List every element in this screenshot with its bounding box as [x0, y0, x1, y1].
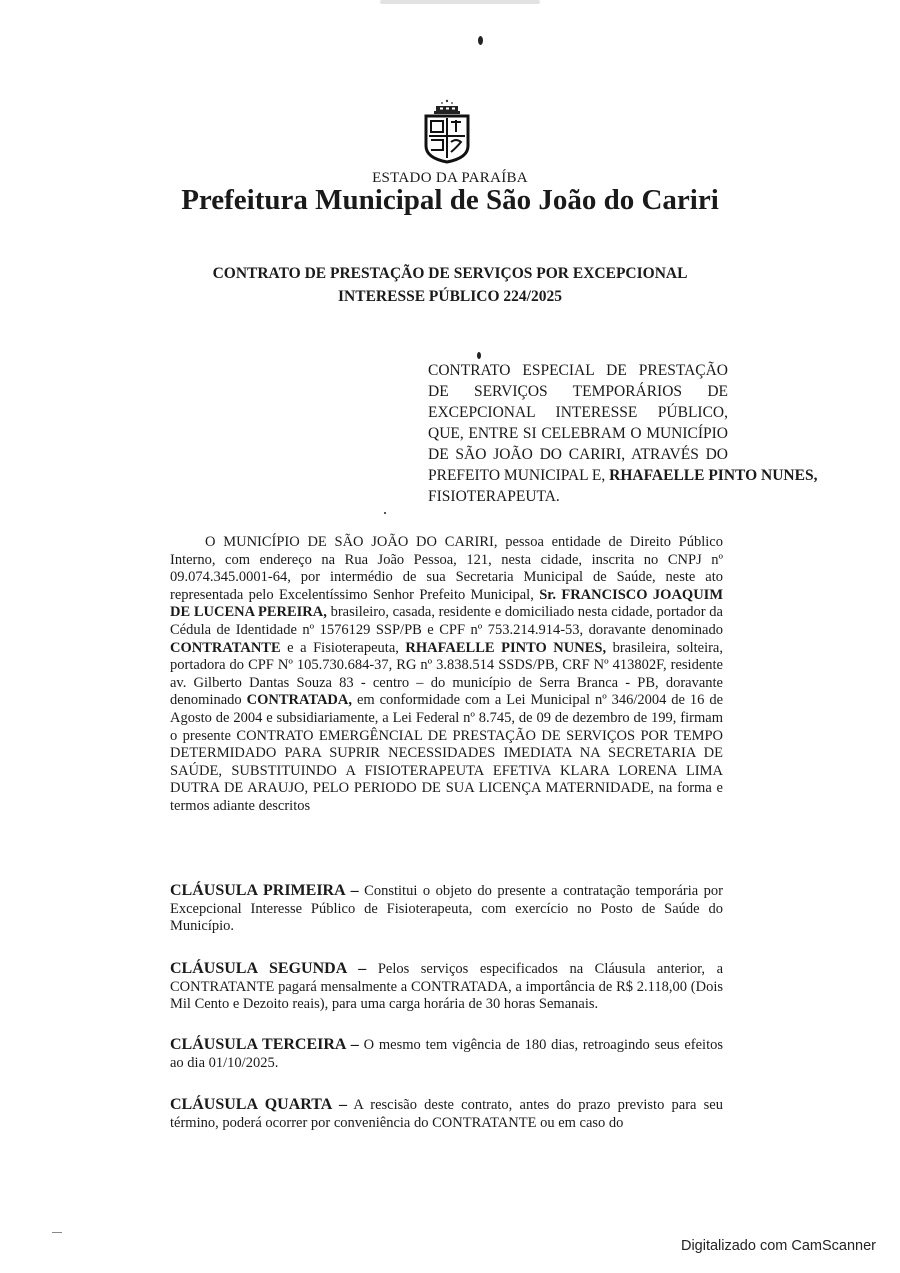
intro-text: O MUNICÍPIO DE SÃO JOÃO DO CARIRI, pessoa entidade de Direito Público Interno, com endereço na Rua João Pessoa, 121, nesta cidade, inscrita no CNPJ nº 09.074.345.0001-64, por intermédio de sua Secretaria Municipal de Saúde, neste ato representada pelo Excelentíssimo Senhor Prefeito Municipal,: [170, 534, 723, 603]
clause-label: CLÁUSULA QUARTA –: [170, 1096, 347, 1113]
contract-title-line-2: INTERESSE PÚBLICO 224/2025: [338, 288, 562, 305]
clause-first: [170, 882, 723, 936]
ink-speck: [478, 36, 483, 45]
margin-mark: [52, 1232, 62, 1233]
clause-label: CLÁUSULA PRIMEIRA –: [170, 882, 359, 899]
scan-edge-mark: [380, 0, 540, 4]
contractor-name: RHAFAELLE PINTO NUNES,: [405, 639, 607, 656]
summary-line: [428, 465, 818, 486]
clause-fourth: [170, 1096, 723, 1132]
contract-summary: [428, 360, 818, 507]
city-hall-title: Prefeitura Municipal de São João do Cariri: [181, 184, 719, 216]
intro-text: brasileira, solteira, portadora do CPF Nº 105.730.684-37, RG nº 3.838.514 SSDS/PB, CRF Nº 413802F, residente av. Gilberto Dantas Souza 83 - centro – do município de Serra Branca - PB, doravante denominado: [170, 639, 723, 709]
summary-line: QUE, ENTRE SI CELEBRAM O MUNICÍPIO: [428, 425, 728, 442]
contract-title: [150, 262, 750, 308]
contratada-label: CONTRATADA,: [246, 692, 353, 709]
summary-line: DE SÃO JOÃO DO CARIRI, ATRAVÉS DO: [428, 446, 728, 463]
summary-line: FISIOTERAPEUTA.: [428, 488, 560, 505]
intro-text: brasileiro, casada, residente e domiciliado nesta cidade, portador da Cédula de Identidade nº 1576129 SSP/PB e CPF nº 753.214.914-53, doravante denominado: [170, 604, 723, 638]
ink-speck: [384, 512, 386, 514]
intro-text: e a Fisioterapeuta,: [287, 639, 399, 656]
clause-text: O mesmo tem vigência de 180 dias, retroagindo seus efeitos ao dia 01/10/2025.: [170, 1037, 724, 1071]
clause-label: CLÁUSULA SEGUNDA –: [170, 960, 367, 977]
contract-title-line-1: CONTRATO DE PRESTAÇÃO DE SERVIÇOS POR EXCEPCIONAL: [212, 265, 688, 282]
summary-contractor-name: RHAFAELLE PINTO NUNES,: [609, 467, 818, 484]
summary-line: DE SERVIÇOS TEMPORÁRIOS DE: [428, 383, 728, 400]
summary-line: EXCEPCIONAL INTERESSE PÚBLICO,: [428, 404, 728, 421]
clause-text: A rescisão deste contrato, antes do prazo previsto para seu término, poderá ocorrer por conveniência do CONTRATANTE ou em caso do: [170, 1097, 723, 1131]
intro-text: em conformidade com a Lei Municipal nº 346/2004 de 16 de Agosto de 2004 e subsidiariamente, a Lei Federal nº 8.745, de 09 de dezembro de 199, firmam o presente CONTRATO EMERGÊNCIAL DE PRESTAÇÃO DE SERVIÇOS POR TEMPO DETERMIDADO PARA SUPRIR NECESSIDADES IMEDIATA NA SECRETARIA DE SAÚDE, SUBSTITUINDO A FISIOTERAPEUTA EFETIVA KLARA LORENA LIMA DUTRA DE ARAUJO, PELO PERIODO DE SUA LICENÇA MATERNIDADE, na forma e termos adiante descritos: [170, 692, 724, 814]
coat-of-arms-icon: [420, 98, 474, 164]
clause-label: CLÁUSULA TERCEIRA –: [170, 1036, 359, 1053]
summary-line-text: PREFEITO MUNICIPAL E,: [428, 467, 606, 484]
state-name: ESTADO DA PARAÍBA: [372, 170, 528, 186]
ink-speck: [477, 352, 481, 359]
intro-paragraph: [170, 534, 723, 816]
summary-line: CONTRATO ESPECIAL DE PRESTAÇÃO: [428, 362, 728, 379]
scanner-watermark: Digitalizado com CamScanner: [680, 1238, 876, 1254]
clause-text: Constitui o objeto do presente a contratação temporária por Excepcional Interesse Público de Fisioterapeuta, com exercício no Posto de Saúde do Município.: [170, 883, 724, 935]
clause-text: Pelos serviços especificados na Cláusula anterior, a CONTRATANTE pagará mensalmente a CONTRATADA, a importância de R$ 2.118,00 (Dois Mil Cento e Dezoito reais), para uma carga horária de 30 horas Semanais.: [170, 961, 724, 1013]
mayor-name: Sr. FRANCISCO JOAQUIM DE LUCENA PEREIRA,: [170, 586, 723, 621]
clause-second: [170, 960, 723, 1014]
clause-third: [170, 1036, 723, 1072]
contratante-label: CONTRATANTE: [170, 639, 281, 656]
